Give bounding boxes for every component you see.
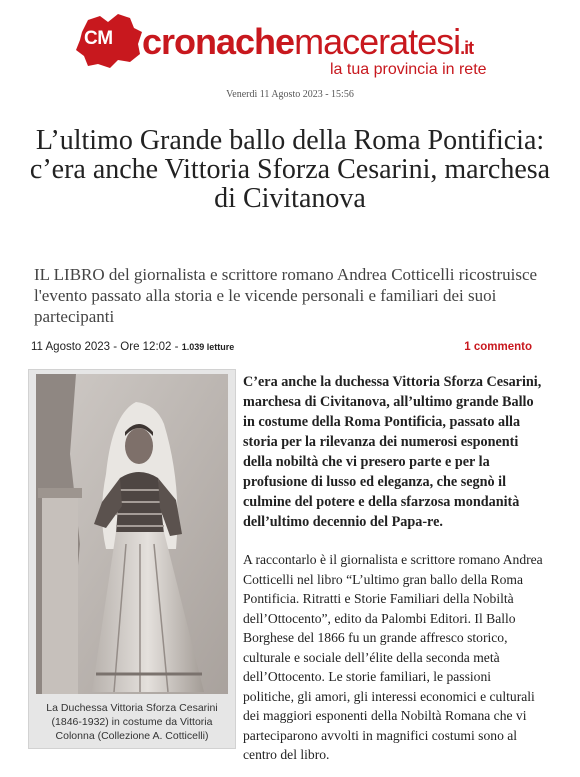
article-photo[interactable] xyxy=(36,374,228,694)
image-caption: La Duchessa Vittoria Sforza Cesarini (1846-1932) in costume da Vittoria Colonna (Collezione A. Cotticelli) xyxy=(46,702,218,742)
article-headline: L’ultimo Grande ballo della Roma Pontificia: c’era anche Vittoria Sforza Cesarini, marchesa di Civitanova xyxy=(29,125,551,214)
logo-monogram: CM xyxy=(84,28,113,49)
article-lead: C’era anche la duchessa Vittoria Sforza Cesarini, marchesa di Civitanova, all’ultimo grande Ballo in costume della Roma Pontificia, passato alla storia per la rilevanza dei numerosi esponenti della nobiltà che vi presero parte e per la profusione di lusso ed eleganza, che segnò il culmine del potere e della sfarzosa mondanità dell’ultimo decennio del Papa-re. xyxy=(243,374,542,530)
article-subheadline: IL LIBRO del giornalista e scrittore romano Andrea Cotticelli ricostruisce l'evento passato alla storia e le vicende personali e familiari dei suoi partecipanti xyxy=(34,265,538,326)
logo-word-maceratesi: maceratesi xyxy=(294,21,461,62)
page-dateline: Venerdì 11 Agosto 2023 - 15:56 xyxy=(226,89,354,100)
read-count: 1.039 letture xyxy=(181,342,235,352)
reads-separator: - xyxy=(171,341,182,353)
article-body: A raccontarlo è il giornalista e scrittore romano Andrea Cotticelli nel libro “L’ultimo gran ballo della Roma Pontificia. Ritratti e Storie Familiari della Nobiltà dell’Ottocento”, edito da Palombi Editori. Il Ballo Borghese del 1866 fu un grande affresco storico, culturale e sociale dell’élite della seconda metà dell’Ottocento. Le storie familiari, le passioni politiche, gli amori, gli interessi economici e culturali dei maggiori esponenti della Nobiltà Romana che vi parteciparono avvolti in magnifici costumi sono al centro del libro. xyxy=(243,552,543,762)
article-date: 11 Agosto 2023 - Ore 12:02 xyxy=(31,341,172,353)
site-tagline: la tua provincia in rete xyxy=(330,61,487,78)
article-image-box xyxy=(28,369,236,749)
article-meta xyxy=(31,341,234,353)
site-header xyxy=(0,0,580,90)
comments-link[interactable]: 1 commento xyxy=(464,341,532,353)
logo-tld: .it xyxy=(460,38,474,58)
logo-word-cronache: cronache xyxy=(142,21,295,62)
